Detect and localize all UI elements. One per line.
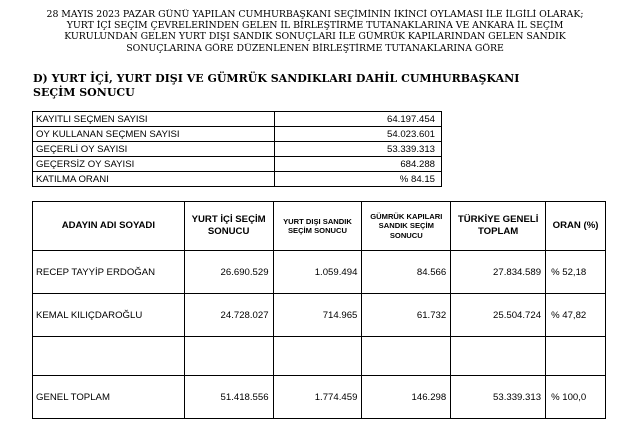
empty-cell — [451, 337, 546, 376]
table-row — [33, 294, 606, 337]
abroad-votes: 1.774.459 — [273, 376, 362, 419]
vote-ratio: % 100,0 — [546, 376, 606, 419]
summary-value: 684.288 — [275, 157, 442, 172]
header-candidate-name: ADAYIN ADI SOYADI — [33, 202, 185, 251]
header-total: TÜRKİYE GENELİ TOPLAM — [451, 202, 546, 251]
section-heading — [33, 72, 519, 100]
summary-label: KAYITLI SEÇMEN SAYISI — [33, 112, 275, 127]
heading-line: D) YURT İÇİ, YURT DIŞI VE GÜMRÜK SANDIKLARI DAHİL CUMHURBAŞKANI — [33, 72, 520, 85]
domestic-votes: 26.690.529 — [184, 251, 273, 294]
summary-row — [33, 142, 442, 157]
heading-line: SEÇİM SONUCU — [33, 86, 135, 99]
intro-line: SONUÇLARINA GÖRE DÜZENLENEN BİRLEŞTİRME TUTANAKLARINA GÖRE — [126, 42, 504, 54]
empty-cell — [273, 337, 362, 376]
domestic-votes: 24.728.027 — [184, 294, 273, 337]
domestic-votes: 51.418.556 — [184, 376, 273, 419]
summary-label: GEÇERSİZ OY SAYISI — [33, 157, 275, 172]
header-customs-result: GÜMRÜK KAPILARI SANDIK SEÇİM SONUCU — [362, 202, 451, 251]
summary-label: OY KULLANAN SEÇMEN SAYISI — [33, 127, 275, 142]
abroad-votes: 714.965 — [273, 294, 362, 337]
candidate-name: KEMAL KILIÇDAROĞLU — [33, 294, 185, 337]
summary-label: GEÇERLİ OY SAYISI — [33, 142, 275, 157]
total-row — [33, 376, 606, 419]
total-label: GENEL TOPLAM — [33, 376, 185, 419]
header-ratio: ORAN (%) — [546, 202, 606, 251]
summary-table — [32, 111, 442, 187]
intro-line: 28 MAYIS 2023 PAZAR GÜNÜ YAPILAN CUMHURBAŞKANI SEÇİMİNİN İKİNCİ OYLAMASI İLE İLGİLİ OLARAK; — [46, 9, 584, 20]
empty-cell — [184, 337, 273, 376]
intro-line: YURT İÇİ SEÇİM ÇEVRELERİNDEN GELEN İL BİRLEŞTİRME TUTANAKLARINA VE ANKARA İL SEÇİM — [66, 20, 564, 32]
summary-value: % 84.15 — [275, 172, 442, 187]
total-votes: 27.834.589 — [451, 251, 546, 294]
customs-votes: 84.566 — [362, 251, 451, 294]
abroad-votes: 1.059.494 — [273, 251, 362, 294]
header-abroad-result: YURT DIŞI SANDIK SEÇİM SONUCU — [273, 202, 362, 251]
empty-cell — [362, 337, 451, 376]
customs-votes: 61.732 — [362, 294, 451, 337]
summary-value: 54.023.601 — [275, 127, 442, 142]
summary-label: KATILMA ORANI — [33, 172, 275, 187]
results-table — [32, 201, 606, 419]
intro-paragraph — [14, 9, 616, 54]
summary-row — [33, 127, 442, 142]
empty-cell — [546, 337, 606, 376]
summary-row — [33, 157, 442, 172]
total-votes: 25.504.724 — [451, 294, 546, 337]
vote-ratio: % 47,82 — [546, 294, 606, 337]
empty-cell — [33, 337, 185, 376]
results-header-row — [33, 202, 606, 251]
empty-row — [33, 337, 606, 376]
customs-votes: 146.298 — [362, 376, 451, 419]
summary-row — [33, 112, 442, 127]
vote-ratio: % 52,18 — [546, 251, 606, 294]
table-row — [33, 251, 606, 294]
candidate-name: RECEP TAYYİP ERDOĞAN — [33, 251, 185, 294]
total-votes: 53.339.313 — [451, 376, 546, 419]
intro-line: KURULUNDAN GELEN YURT DIŞI SANDIK SONUÇLARI İLE GÜMRÜK KAPILARINDAN GELEN SANDIK — [64, 31, 566, 43]
summary-value: 53.339.313 — [275, 142, 442, 157]
summary-value: 64.197.454 — [275, 112, 442, 127]
summary-row — [33, 172, 442, 187]
header-domestic-result: YURT İÇİ SEÇİM SONUCU — [184, 202, 273, 251]
